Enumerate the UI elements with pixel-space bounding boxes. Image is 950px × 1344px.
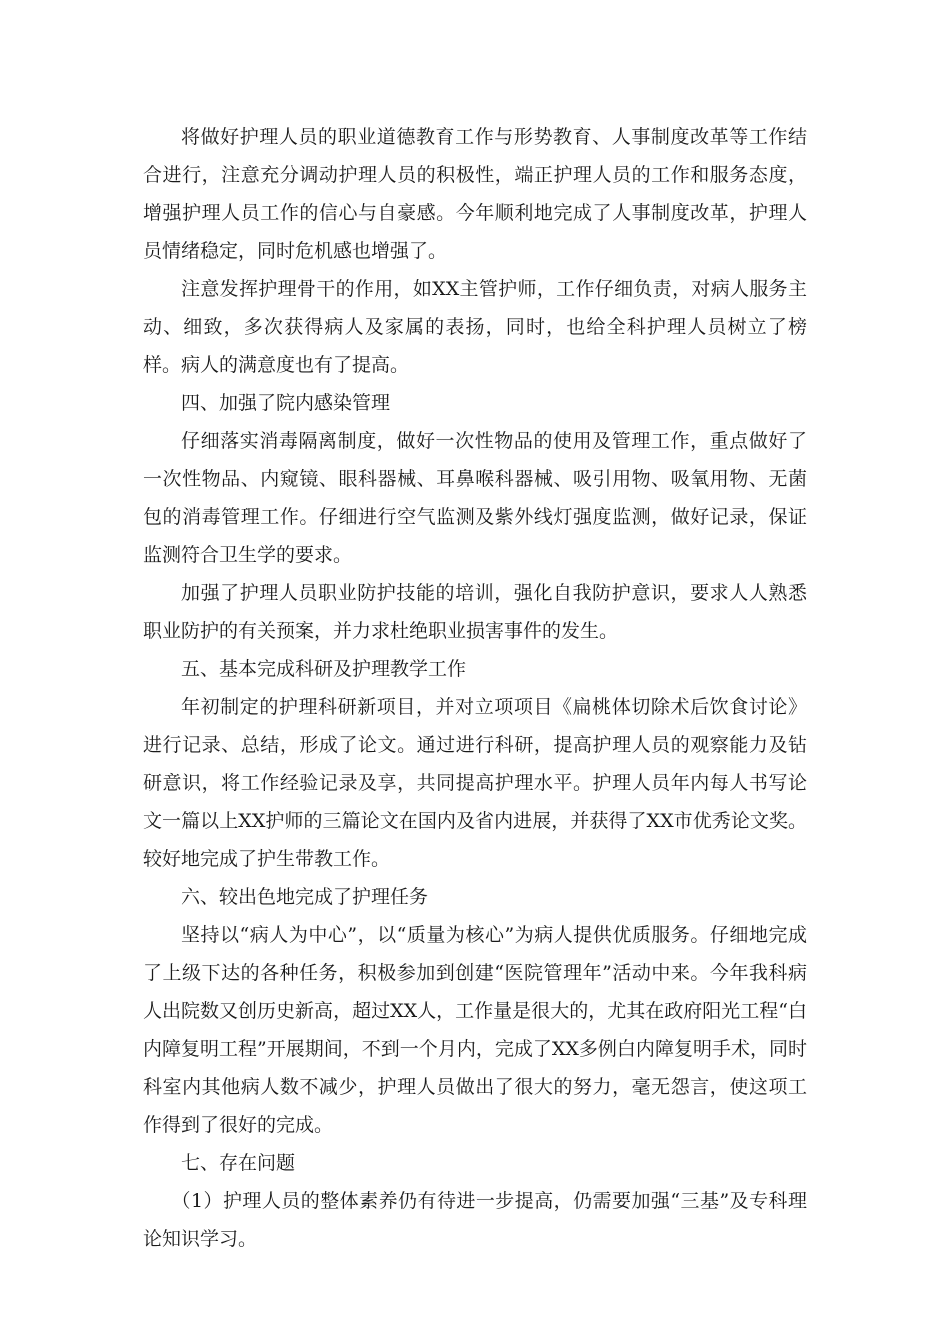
paragraph-occupational-protection: 加强了护理人员职业防护技能的培训，强化自我防护意识，要求人人熟悉职业防护的有关预案，并力求杜绝职业损害事件的发生。 — [143, 582, 807, 642]
section-heading-nursing-tasks: 六、较出色地完成了护理任务 — [181, 886, 429, 908]
paragraph-nursing-backbone: 注意发挥护理骨干的作用，如XX主管护师，工作仔细负责，对病人服务主动、细致，多次获得病人及家属的表扬，同时，也给全科护理人员树立了榜样。病人的满意度也有了提高。 — [143, 278, 807, 376]
section-heading-research-teaching: 五、基本完成科研及护理教学工作 — [181, 658, 467, 680]
paragraph-patient-centered: 坚持以“病人为中心”，以“质量为核心”为病人提供优质服务。仔细地完成了上级下达的各种任务，积极参加到创建“医院管理年”活动中来。今年我科病人出院数又创历史新高，超过XX人，工作量是很大的，尤其在政府阳光工程“白内障复明工程”开展期间，不到一个月内，完成了XX多例白内障复明手术，同时科室内其他病人数不减少，护理人员做出了很大的努力，毫无怨言，使这项工作得到了很好的完成。 — [143, 924, 807, 1136]
list-item-problem-1: （1）护理人员的整体素养仍有待进一步提高，仍需要加强“三基”及专科理论知识学习。 — [143, 1190, 807, 1250]
paragraph-research-project: 年初制定的护理科研新项目，并对立项项目《扁桃体切除术后饮食讨论》进行记录、总结，形成了论文。通过进行科研，提高护理人员的观察能力及钻研意识，将工作经验记录及享，共同提高护理水平。护理人员年内每人书写论文一篇以上XX护师的三篇论文在国内及省内进展，并获得了XX市优秀论文奖。较好地完成了护生带教工作。 — [143, 696, 807, 870]
paragraph-ethics-education: 将做好护理人员的职业道德教育工作与形势教育、人事制度改革等工作结合进行，注意充分调动护理人员的积极性，端正护理人员的工作和服务态度，增强护理人员工作的信心与自豪感。今年顺利地完成了人事制度改革，护理人员情绪稳定，同时危机感也增强了。 — [143, 126, 807, 262]
section-heading-problems: 七、存在问题 — [181, 1152, 296, 1174]
document-body — [143, 118, 807, 1258]
section-heading-infection-control: 四、加强了院内感染管理 — [181, 392, 391, 414]
paragraph-disinfection: 仔细落实消毒隔离制度，做好一次性物品的使用及管理工作，重点做好了一次性物品、内窥镜、眼科器械、耳鼻喉科器械、吸引用物、吸氧用物、无菌包的消毒管理工作。仔细进行空气监测及紫外线灯强度监测，做好记录，保证监测符合卫生学的要求。 — [143, 430, 807, 566]
